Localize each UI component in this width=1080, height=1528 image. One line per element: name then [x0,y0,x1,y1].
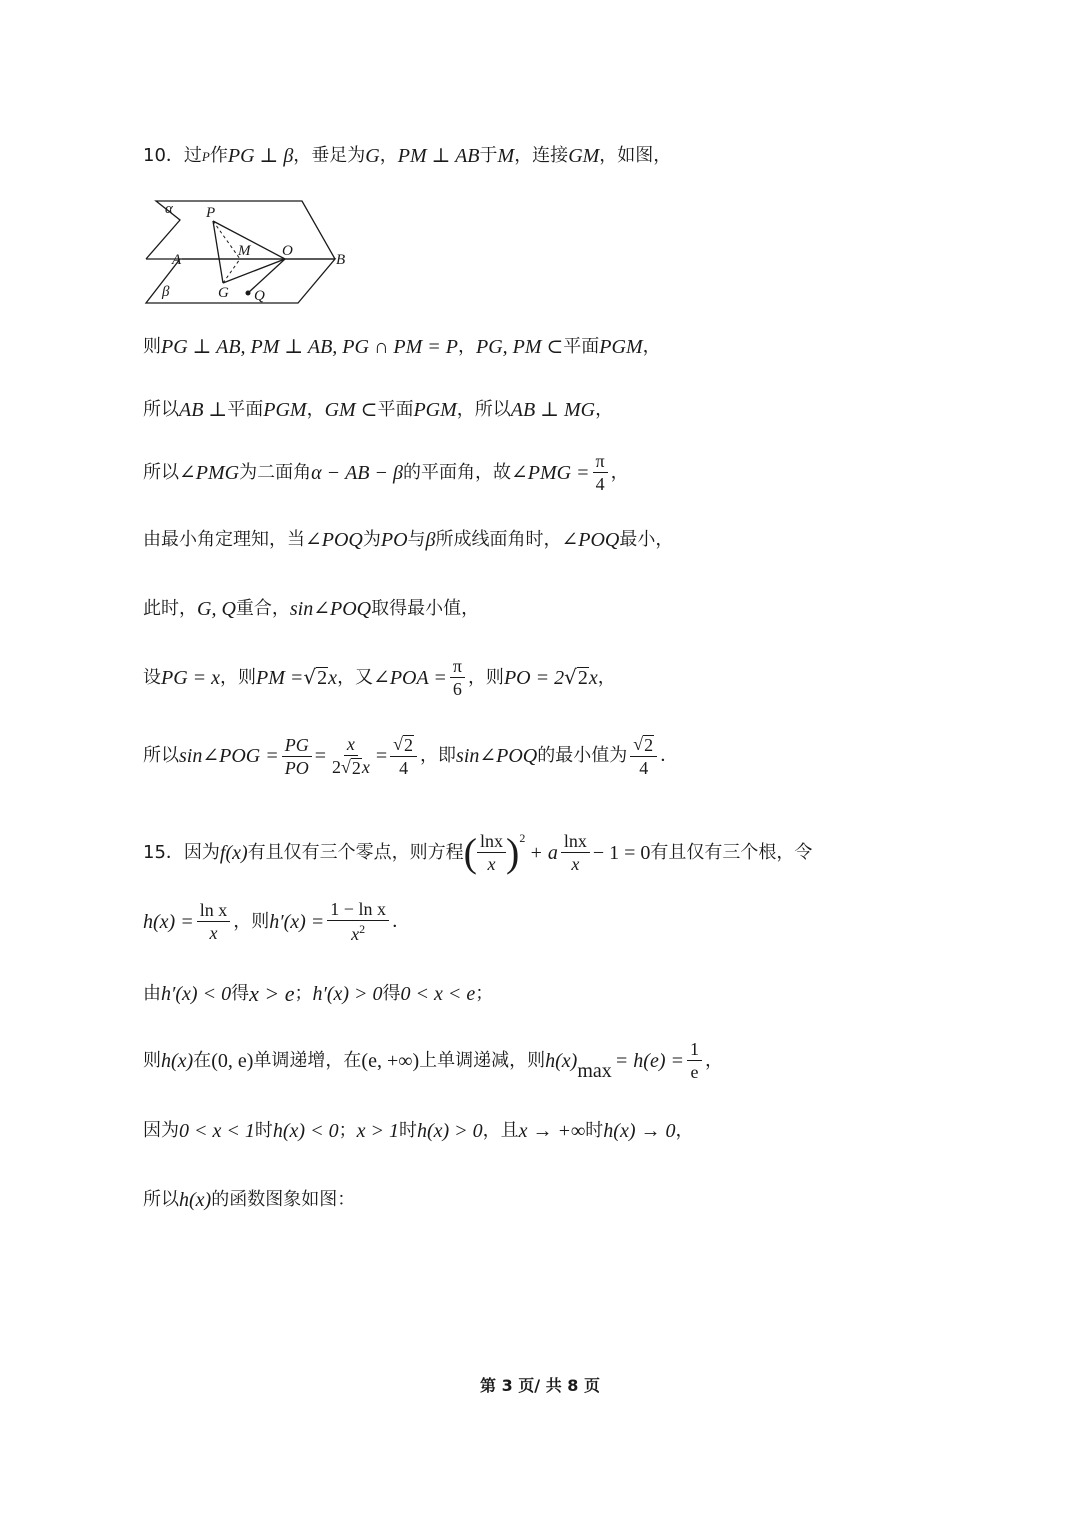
label-a: A [172,252,182,268]
p10-line-6: 此时， G, Q 重合， sin∠POQ 取得最小值， [143,598,480,620]
label-m: M [238,243,251,259]
p15-line-6: 所以 h(x) 的函数图象如图： [143,1189,356,1211]
p15-line-4: 则 h(x) 在 (0, e) 单调递增，在 (e, +∞) 上单调递减，则 h(x) max = h(e) = $\frac{1}{e}$ ， [143,1039,723,1082]
fraction-pi-over-6: $\frac{\pi}{6}$ [450,657,465,698]
sqrt-2: √ 2 [303,665,328,689]
dihedral-angle-diagram [140,193,360,308]
segment-pg [213,221,223,283]
page-footer: 第 3 页/ 共 8 页 [480,1376,600,1395]
p15-line-1: 15．因为 f (x) 有且仅有三个零点，则方程 ( $\frac{\ln x}{x}$ ) $^2$ + a $\frac{\ln x}{x}$ − 1 = 0 有且仅有三个根，令 [143,829,813,875]
fraction-sqrt2-over-4-result: √ 2 4 [630,735,657,777]
p10-line-1: 10．过 P 作 PG ⊥ β ，垂足为 G ， PM ⊥ AB 于 M ，连接 GM ，如图， [143,145,672,167]
sqrt-2: √ 2 [633,734,654,755]
point-q [246,291,251,296]
fraction-lnx-over-x-def: $\frac{\text{ln x}}{x}$ [197,901,231,942]
fraction-pg-po: $\frac{PG}{PO}$ [282,736,312,777]
p10-line-3: 所以 AB ⊥ 平面 PGM ， GM ⊂ 平面 PGM ，所以 AB ⊥ MG ， [143,399,614,421]
label-q: Q [254,288,265,304]
p10-line-4: 所以 ∠PMG 为二面角 α − AB − β 的平面角，故 ∠PMG = $\frac{\pi}{4}$ ， [143,451,629,494]
p10-line-2: 则 PG ⊥ AB, PM ⊥ AB, PG ∩ PM = P ， PG, PM ⊂ 平面 PGM ， [143,336,661,358]
fraction-sqrt2-over-4: √ 2 4 [390,735,417,777]
label-alpha: α [165,201,173,217]
fraction-lnx-over-x: $\frac{\ln x}{x}$ [477,832,506,873]
sqrt-2: √ 2 [340,757,361,778]
p15-line-2: h(x) = $\frac{\text{ln x}}{x}$ ，则 h′(x) = $\frac{\text{1 − ln x}}{x^2}$ ． [143,899,410,944]
sqrt-2: √ 2 [393,734,414,755]
p10-line-5: 由最小角定理知，当 ∠POQ 为 PO 与 β 所成线面角时， ∠POQ 最小， [143,529,674,551]
label-p: P [206,205,216,221]
label-o: O [282,243,293,259]
fraction-one-over-e: $\frac{1}{e}$ [687,1040,702,1081]
fraction-x-over-2sqrt2x: x 2 √ 2 x [331,734,370,778]
p15-line-3: 由 h′(x) < 0 得 x > e ； h′(x) > 0 得 0 < x < e ； [143,981,494,1006]
segment-go [223,259,285,283]
fraction-pi-over-4: $\frac{\pi}{4}$ [593,452,608,493]
p10-line-7: 设 PG = x ，则 PM = √ 2 x ，又 ∠POA = $\frac{\pi}{6}$ ，则 PO = 2 √ 2 x ， [143,656,616,699]
sqrt-2: √ 2 [564,665,588,689]
label-b: B [336,252,346,268]
fraction-derivative: $\frac{\text{1 − ln x}}{x^2}$ [327,900,389,943]
segment-pm [213,221,240,259]
label-g: G [218,285,229,301]
p15-line-5: 因为 0 < x < 1 时 h(x) < 0 ； x > 1 时 h(x) > 0 ，且 x → +∞ 时 h(x) → 0 ， [143,1120,694,1142]
fraction-lnx-over-x-2: $\frac{\ln x}{x}$ [561,832,590,873]
p10-line-8: 所以 sin∠POG = $\frac{PG}{PO}$ = x 2 √ 2 x = √ 2 4 ，即 sin∠POQ 的最小值为 √ 2 4 ． [143,734,679,778]
label-beta: β [162,284,170,300]
